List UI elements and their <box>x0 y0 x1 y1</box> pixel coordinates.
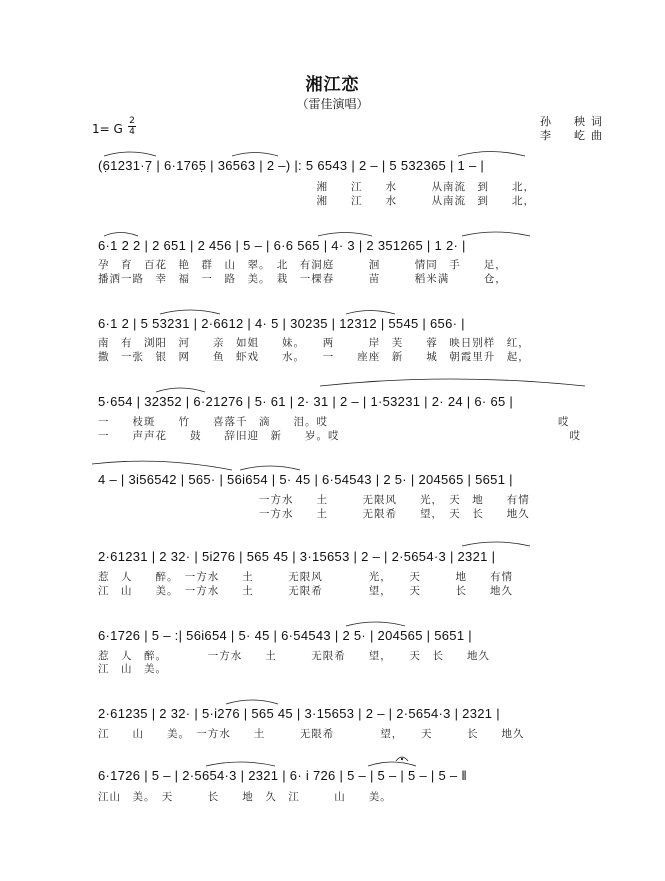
slur-13 <box>462 542 530 546</box>
notation-line-4: 5·654 | 32352 | 6·21276 | 5· 61 | 2· 31 | 2 – | 1·53231 | 2· 24 | 6· 65 | <box>98 394 514 409</box>
slur-16 <box>206 762 275 766</box>
lyric-line-4a: 一 枝斑 竹 喜落千 滴 泪。哎 哎 <box>98 416 570 428</box>
lyric-line-1a: 湘 江 水 从南流 到 北， <box>98 181 535 193</box>
slur-6 <box>462 232 530 236</box>
slur-8 <box>346 311 395 315</box>
slur-9 <box>156 388 205 392</box>
notation-line-9: 6·1726 | 5 – | 2·5654·3 | 2321 | 6· i 726 | 5 – | 5 – | 5 – | 5 – ‖ <box>98 768 468 783</box>
composer-credit: 李 屹曲 <box>540 129 608 142</box>
time-signature-bottom: 4 <box>129 127 135 137</box>
slur-17 <box>368 762 416 766</box>
lyric-line-4b: 一 声声花 鼓 辞旧迎 新 岁。哎 哎 <box>98 430 581 442</box>
notation-line-1: (6̣1231·7̣ | 6·1765̣ | 36563 | 2 –) |: 5 6543 | 2 – | 5 532365 | 1 – | <box>98 158 485 173</box>
slur-10 <box>320 379 585 386</box>
slur-3 <box>458 152 525 157</box>
notation-line-2: 6·1 2 2 | 2 651 | 2 456 | 5 – | 6·6 565 | 4· 3 | 2 351265 | 1 2· | <box>98 238 466 253</box>
notation-line-7: 6·1726 | 5 – :| 56i654 | 5· 45 | 6·54543 | 2 5· | 204565 | 5651 | <box>98 628 472 643</box>
lyric-line-1b: 湘 江 水 从南流 到 北， <box>98 195 535 207</box>
notation-line-6: 2·61231 | 2 32· | 5i276 | 565 45 | 3·15653 | 2 – | 2·5654·3 | 2321 | <box>98 549 496 564</box>
notation-line-5: 4 – | 3i56542 | 565· | 56i654 | 5· 45 | 6·54543 | 2 5· | 204565 | 5651 | <box>98 472 513 487</box>
slur-15 <box>226 700 278 704</box>
notation-line-8: 2·61235 | 2 32· | 5·i276 | 565 45 | 3·15653 | 2 – | 2·5654·3 | 2321 | <box>98 706 500 721</box>
song-subtitle: （雷佳演唱） <box>296 97 369 111</box>
slur-7 <box>160 310 220 314</box>
lyric-line-9a: 江山 美。 天 长 地 久 江 山 美。 <box>98 791 392 803</box>
lyric-line-8a: 江 山 美。 一方水 土 无限希 望， 天 长 地久 <box>98 728 525 740</box>
slur-14 <box>346 622 405 626</box>
fermata-dot <box>401 758 403 760</box>
key-signature: 1= G <box>92 122 123 136</box>
lyric-line-7b: 江 山 美。 <box>98 663 167 675</box>
slur-11 <box>92 461 232 470</box>
notation-line-3: 6·1 2 | 5 53231 | 2·6612 | 4· 5 | 30235 | 12312 | 5545 | 656· | <box>98 316 465 331</box>
song-title: 湘江恋 <box>305 75 360 95</box>
lyric-line-6a: 惹 人 醉。 一方水 土 无限风 光， 天 地 有情 <box>98 571 513 583</box>
lyric-line-5a: 一方水 土 无限风 光， 天 地 有情 <box>98 494 530 506</box>
time-signature-top: 2 <box>129 116 135 126</box>
slur-1 <box>104 152 156 156</box>
lyric-line-3b: 撒 一张 银 网 鱼 虾戏 水。 一 座座 新 城 朝霞里升 起， <box>98 351 530 363</box>
lyric-line-7a: 惹 人 醉。 一方水 土 无限希 望， 天 长 地久 <box>98 650 490 662</box>
slur-5 <box>318 233 372 237</box>
slur-12 <box>240 466 300 470</box>
lyric-line-2a: 孕 育 百花 艳 群 山 翠。 北 有洞庭 洄 情同 手 足， <box>98 259 507 271</box>
slur-4 <box>104 233 138 237</box>
slur-2 <box>232 153 278 157</box>
lyric-line-6b: 江 山 美。 一方水 土 无限希 望， 天 长 地久 <box>98 585 513 597</box>
lyric-line-3a: 南 有 浏阳 河 亲 如姐 妹。 两 岸 芙 蓉 映日别样 红， <box>98 337 530 349</box>
lyric-line-5b: 一方水 土 无限希 望， 天 长 地久 <box>98 508 530 520</box>
lyric-line-2b: 播洒一路 幸 福 一 路 美。 栽 一棵春 苗 稻米满 仓， <box>98 273 507 285</box>
lyricist-credit: 孙 秧词 <box>540 115 608 128</box>
